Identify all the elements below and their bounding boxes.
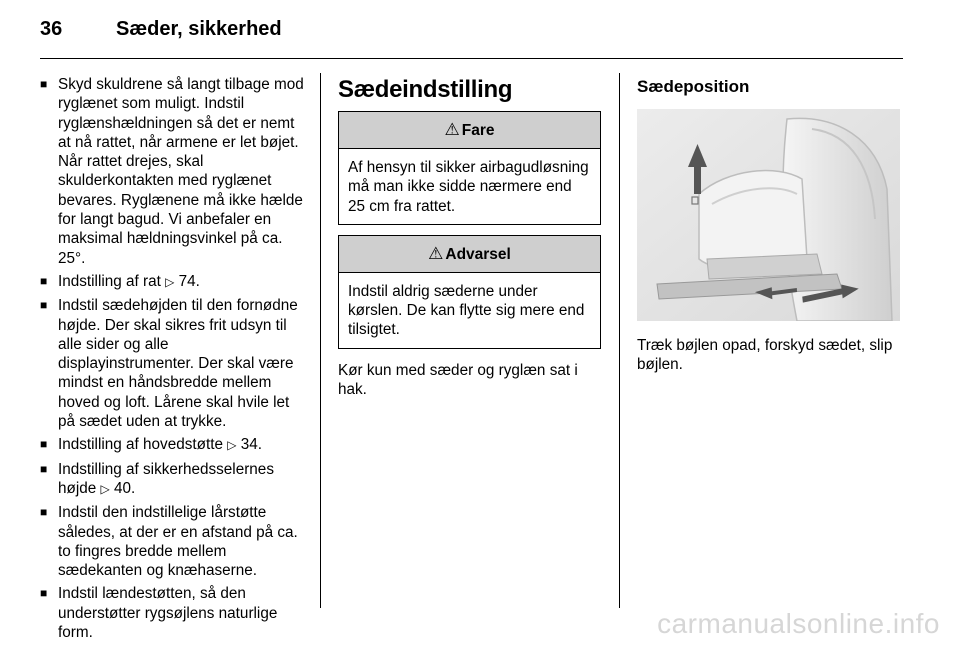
square-bullet-icon: ■ bbox=[40, 437, 48, 452]
watermark: carmanualsonline.info bbox=[657, 608, 940, 639]
list-item bbox=[40, 75, 306, 268]
bullet-list bbox=[40, 75, 306, 642]
square-bullet-icon: ■ bbox=[40, 298, 48, 313]
square-bullet-icon: ■ bbox=[40, 586, 48, 601]
list-item bbox=[40, 584, 306, 642]
warning-text: Indstil aldrig sæderne under kørslen. De kan flytte sig mere end tilsigtet. bbox=[348, 282, 585, 339]
body-paragraph: Kør kun med sæder og ryglæn sat i hak. bbox=[338, 361, 578, 399]
list-item-text: Skyd skuldrene så langt tilbage mod ryglænet som muligt. Indstil ryglænshældningen så det er nemt at nå rattet, når armene er let bøjet. Når rattet drejes, skal skulderkontakten med ryglænet bevares. Ryglænene må ikke hælde for langt bagud. Vi anbefaler en maksimal hældningsvinkel på ca. 25°. bbox=[58, 76, 304, 267]
page-ref-arrow-icon: ▷ bbox=[100, 481, 110, 496]
figure-caption: Træk bøjlen opad, forskyd sædet, slip bøjlen. bbox=[637, 337, 893, 374]
page-reference-link[interactable]: 34. bbox=[240, 436, 262, 454]
square-bullet-icon: ■ bbox=[40, 461, 48, 476]
danger-label: Fare bbox=[461, 122, 495, 139]
square-bullet-icon: ■ bbox=[40, 505, 48, 520]
list-item bbox=[40, 296, 306, 431]
section-title: Sædeindstilling bbox=[338, 76, 513, 103]
page-reference-link[interactable]: 74. bbox=[178, 272, 200, 290]
page-reference-link[interactable]: 40. bbox=[114, 479, 136, 497]
page-title: Sæder, sikkerhed bbox=[116, 18, 282, 40]
warning-box bbox=[338, 235, 601, 349]
warning-triangle-icon: ⚠ bbox=[444, 120, 460, 139]
list-item-text: Indstil lændestøtten, så den understøtter rygsøjlens naturlige form. bbox=[58, 585, 278, 642]
square-bullet-icon: ■ bbox=[40, 273, 48, 288]
header-divider bbox=[40, 58, 903, 59]
left-column bbox=[40, 75, 306, 646]
list-item-text: Indstil sædehøjden til den fornødne højde. Der skal sikres frit udsyn til alle sider og alle displayinstrumenter. Der skal være mindst en håndsbredde mellem hoved og loft. Lårene skal hvile let på sædet uden at trykke. bbox=[58, 297, 298, 431]
danger-box bbox=[338, 111, 601, 225]
middle-column bbox=[338, 75, 601, 399]
seat-adjustment-illustration bbox=[637, 109, 900, 321]
list-item-text: Indstilling af hovedstøtte bbox=[58, 436, 223, 454]
list-item bbox=[40, 272, 306, 292]
subsection-title: Sædeposition bbox=[637, 77, 750, 96]
danger-box-header bbox=[339, 112, 600, 149]
page-ref-arrow-icon: ▷ bbox=[227, 438, 237, 453]
list-item bbox=[40, 503, 306, 580]
list-item-text: Indstilling af sikkerhedsselernes højde bbox=[58, 460, 274, 497]
list-item bbox=[40, 460, 306, 500]
list-item-text: Indstilling af rat bbox=[58, 272, 161, 290]
list-item-text: Indstil den indstillelige lårstøtte således, at der er en afstand på ca. to fingres bredde mellem sædekanten og knæhaserne. bbox=[58, 504, 298, 580]
right-column bbox=[637, 75, 903, 375]
page-ref-arrow-icon: ▷ bbox=[165, 274, 175, 289]
page-number: 36 bbox=[40, 18, 63, 40]
square-bullet-icon: ■ bbox=[40, 77, 48, 91]
danger-text: Af hensyn til sikker airbagudløsning må man ikke sidde nærmere end 25 cm fra rattet. bbox=[348, 159, 589, 215]
column-divider-2 bbox=[619, 73, 620, 608]
list-item bbox=[40, 435, 306, 455]
warning-triangle-icon: ⚠ bbox=[428, 243, 444, 263]
column-divider-1 bbox=[320, 73, 321, 608]
warning-label: Advarsel bbox=[445, 245, 511, 263]
warning-box-header bbox=[339, 236, 600, 273]
